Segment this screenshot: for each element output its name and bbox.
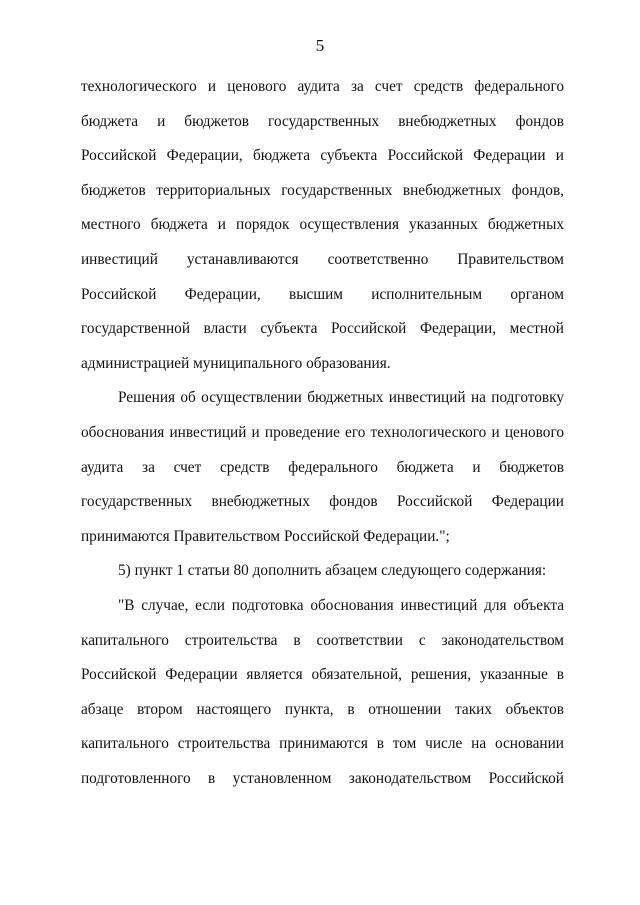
paragraph-continuation: технологического и ценового аудита за счет средств федерального бюджета и бюджетов государственных внебюджетных фондов Российской Федерации, бюджета субъекта Российской Федерации и бюджетов территориальных государственных внебюджетных фондов, местного бюджета и порядок осуществления указанных бюджетных инвестиций устанавливаются соответственно Правительством Российской Федерации, высшим исполнительным органом государственной власти субъекта Российской Федерации, местной администрацией муниципального образования. bbox=[81, 78, 564, 372]
paragraph-decisions: Решения об осуществлении бюджетных инвестиций на подготовку обоснования инвестиций и проведение его технологического и ценового аудита за счет средств федерального бюджета и бюджетов государственных внебюджетных фондов Российской Федерации принимаются Правительством Российской Федерации."; bbox=[81, 389, 564, 545]
page-number: 5 bbox=[315, 36, 325, 55]
paragraph-quoted-text: "В случае, если подготовка обоснования инвестиций для объекта капитального строительства в соответствии с законодательством Российской Федерации является обязательной, решения, указанные в абзаце втором настоящего пункта, в отношении таких объектов капитального строительства принимаются в том числе на основании подготовленного в установленном законодательством Российской bbox=[81, 596, 564, 787]
document-body bbox=[81, 70, 564, 796]
paragraph-amendment-item: 5) пункт 1 статьи 80 дополнить абзацем следующего содержания: bbox=[118, 562, 547, 580]
